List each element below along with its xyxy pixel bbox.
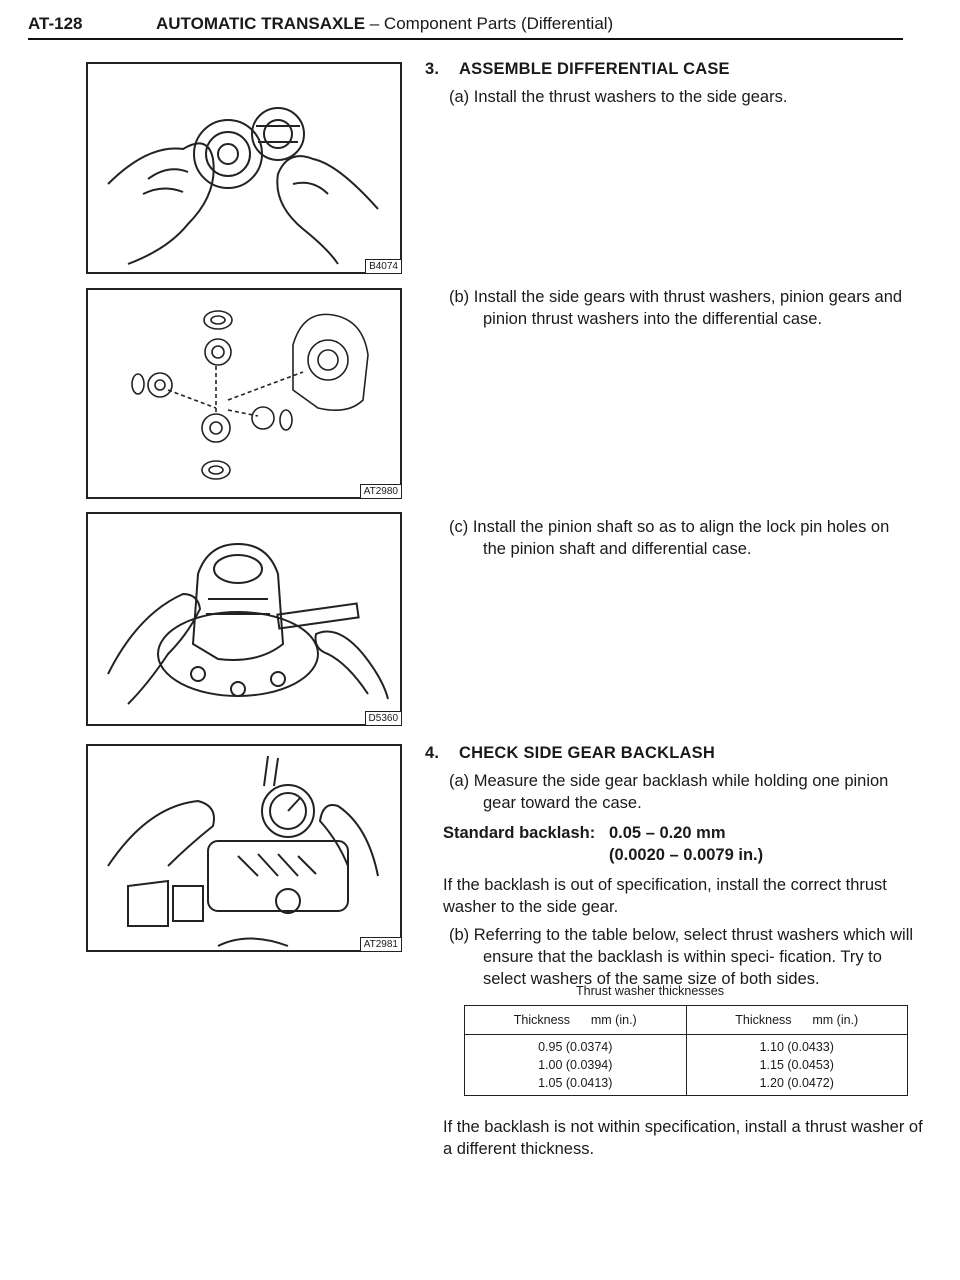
note-different-thickness-block bbox=[443, 1116, 933, 1160]
figure-backlash-check bbox=[86, 744, 402, 952]
section-heading bbox=[425, 742, 915, 764]
figure-thrust-washer bbox=[86, 62, 402, 274]
section-title: ASSEMBLE DIFFERENTIAL CASE bbox=[459, 60, 730, 78]
table-row bbox=[465, 1035, 908, 1096]
dial-indicator-measuring-backlash-icon bbox=[88, 746, 400, 950]
section3-step-c-block bbox=[425, 516, 915, 560]
thrust-washer-table bbox=[464, 1005, 908, 1096]
table-header-row bbox=[465, 1006, 908, 1035]
exploded-differential-gears-diagram-icon bbox=[88, 290, 400, 497]
step-a: (a) Install the thrust washers to the side gears. bbox=[449, 88, 788, 106]
note-out-of-spec: If the backlash is out of specification, install the correct thrust washer to the side gear. bbox=[443, 876, 887, 916]
thickness-value: 1.15 (0.0453) bbox=[759, 1058, 834, 1072]
thickness-value: 1.05 (0.0413) bbox=[538, 1076, 613, 1090]
step-b: (b) Install the side gears with thrust washers, pinion gears and pinion thrust washers into the differential case. bbox=[449, 288, 903, 328]
table-caption: Thrust washer thicknesses bbox=[576, 984, 724, 998]
section-heading bbox=[425, 58, 915, 80]
section3-step-b-block bbox=[425, 286, 915, 330]
figure-code: D5360 bbox=[365, 711, 402, 726]
section-number: 4. bbox=[425, 744, 440, 762]
page-number: AT-128 bbox=[28, 14, 83, 33]
section-check-backlash bbox=[425, 742, 915, 990]
spec-value-in: (0.0020 – 0.0079 in.) bbox=[609, 846, 764, 864]
thickness-value: 1.10 (0.0433) bbox=[759, 1040, 834, 1054]
step-a: (a) Measure the side gear backlash while holding one pinion gear toward the case. bbox=[449, 772, 889, 812]
section-title: CHECK SIDE GEAR BACKLASH bbox=[459, 744, 715, 762]
thickness-value: 0.95 (0.0374) bbox=[538, 1040, 613, 1054]
page-header bbox=[28, 8, 903, 40]
spec-value-mm: 0.05 – 0.20 mm bbox=[609, 824, 726, 842]
figure-exploded-gears bbox=[86, 288, 402, 499]
page-title bbox=[156, 14, 613, 34]
thickness-value: 1.00 (0.0394) bbox=[538, 1058, 613, 1072]
figure-code: AT2981 bbox=[360, 937, 402, 952]
spec-row bbox=[443, 822, 915, 844]
page-title-main: AUTOMATIC TRANSAXLE bbox=[156, 14, 366, 33]
hands-installing-pinion-shaft-icon bbox=[88, 514, 400, 724]
table-cell bbox=[686, 1035, 908, 1096]
figure-code: AT2980 bbox=[360, 484, 402, 499]
figure-code: B4074 bbox=[365, 259, 402, 274]
page-title-sub: – Component Parts (Differential) bbox=[365, 14, 614, 33]
hands-holding-thrust-washer-and-side-gear-icon bbox=[88, 64, 400, 272]
step-c: (c) Install the pinion shaft so as to align the lock pin holes on the pinion shaft and differential case. bbox=[449, 518, 890, 558]
spec-row bbox=[443, 844, 915, 866]
step-b: (b) Referring to the table below, select thrust washers which will ensure that the backlash is within speci- fication. Try to select washers of the same size of both sides. bbox=[449, 926, 914, 988]
figure-pinion-shaft bbox=[86, 512, 402, 726]
table-header: Thickness mm (in.) bbox=[686, 1006, 908, 1035]
table-cell bbox=[465, 1035, 687, 1096]
table-header: Thickness mm (in.) bbox=[465, 1006, 687, 1035]
section-assemble-differential bbox=[425, 58, 915, 108]
note-different-thickness: If the backlash is not within specification, install a thrust washer of a different thickness. bbox=[443, 1118, 923, 1158]
spec-block bbox=[425, 822, 915, 866]
spec-label: Standard backlash: bbox=[443, 824, 596, 842]
section-number: 3. bbox=[425, 60, 440, 78]
thickness-value: 1.20 (0.0472) bbox=[759, 1076, 834, 1090]
